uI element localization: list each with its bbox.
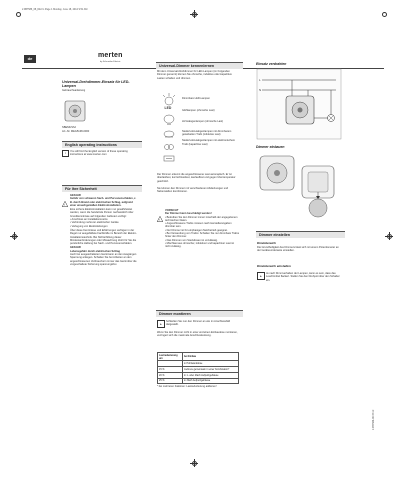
crop-mark-top-left xyxy=(16,12,21,17)
bullet-text: Bei Verwendung von Trafos: Schalten Sie nur dimmbare Trafos hinter den Dimmer. xyxy=(165,232,240,239)
incandescent-bulb-icon xyxy=(164,115,174,125)
dimmer-info-p2: Sie können den Dimmer mit verschiedenen Abdeckungen und Nebenstellen kombinieren. xyxy=(157,187,229,194)
caution-title: VORSICHT xyxy=(165,209,179,212)
product-article: Art.-Nr. MEG5138-0000 xyxy=(62,130,90,133)
svg-text:L: L xyxy=(259,78,261,82)
bullet-text: Angeschlossene Trafos müssen nach Herstellerangaben dimmbar sein. xyxy=(165,222,232,229)
safety-paragraph-2: Über diese Kenntnisse und Erfahrungen verfügen in der Regel nur ausgebildete Fachkräfte im Bereich der Elektro-Installationstechnik. Bei Nichterfüllung dieser Mindestanforderungen oder Missachtung droht für Sie die persönliche Haftung bei Sach- und Personenschäden. xyxy=(70,228,137,246)
svg-text:N: N xyxy=(259,88,262,92)
dimmer-info-p1: Der Dimmer erkennt die angeschlossene Last automatisch. Er ist überlastfest, kurzschlussfest, leerlauffest und gegen Übertemperatur geschützt. xyxy=(157,173,236,183)
danger1-text: Gefahr von schweren Sach- und Personenschäden, z. B. durch Brand oder elektrischen Schlag, aufgrund einer unsachgemäßen Elektroinstallation. xyxy=(70,197,137,207)
mounting-step2: Wenn Sie den Dimmer nicht in einer einzelnen Einbaudose montieren, verringert sich die maximale Anschlussleistung. xyxy=(157,331,238,338)
table-cell: in 1- oder 2fach Aufputzgehäuse xyxy=(183,372,239,378)
safety-bullet: • Anschluss an Installationsnetze xyxy=(70,218,108,222)
wiring-diagram xyxy=(256,68,342,140)
bullet-text: Anschluss an Installationsnetze xyxy=(71,218,108,222)
bullet-text: Verlegung von Elektroleitungen xyxy=(71,224,108,228)
mounting-step1: Schließen Sie nun den Dimmer an wie im Anschlussbild dargestellt. xyxy=(166,320,231,327)
settings-heading: Dimmer einstellen xyxy=(256,231,345,238)
wiring-title: Einsatz verdrahten xyxy=(256,62,287,66)
caution-block xyxy=(165,209,239,249)
load-item: HV-Halogenlampen (ohmsche Last) xyxy=(182,119,224,123)
bullet-text: Das Dimmen von Steckdosen ist unzulässig. xyxy=(166,238,218,242)
danger2-title: GEFAHR xyxy=(70,246,81,250)
bullet-text: Mischlast aus ohmscher, induktiver und kapazitiver Last ist nicht zulässig. xyxy=(165,241,234,249)
caution-bullet: • Betreiben Sie den Dimmer immer innerhalb der angegebenen technischen Daten. xyxy=(165,215,238,222)
caution-bullet: • Angeschlossene Trafos müssen nach Herstellerangaben dimmbar sein. xyxy=(165,222,232,229)
registration-mark-bottom xyxy=(190,459,198,467)
step-icon: ▸ xyxy=(257,272,265,280)
halogen-lamp-icon xyxy=(164,131,174,137)
english-text: You will find the English version of these operating instructions at www.merten.com xyxy=(70,150,128,157)
table-cell: in Hohlwanddose xyxy=(183,361,239,367)
table-cell: mehrere gemeinsam in einer Kombination* xyxy=(183,366,239,372)
dimmer-insert-image xyxy=(64,100,86,122)
safety-paragraph-3: Auch bei ausgeschaltetem Gerät kann an den Ausgängen Spannung anliegen. Schalten Sie bei Arbeiten an den angeschlossenen Verbrauchern immer das Gerät über die vorgeschaltete Sicherung spannungsfrei. xyxy=(70,253,137,266)
danger2-text: Lebensgefahr durch elektrischen Schlag xyxy=(70,249,121,253)
caution-icon xyxy=(157,209,163,222)
safety-bullet: • Verbindung mehrerer elektrischer Geräte xyxy=(70,221,119,225)
load-item: Glühlampen (ohmsche Last) xyxy=(182,109,215,113)
caution-bullet: • Das Dimmen von Steckdosen ist unzulässig. xyxy=(165,238,218,242)
load-item: Dimmbare LED-Lampen xyxy=(182,97,210,100)
table-cell: in 3fach Aufputzgehäuse xyxy=(183,378,239,384)
safety-body xyxy=(70,194,138,266)
product-block xyxy=(62,80,138,92)
lamp-icons xyxy=(160,92,178,172)
load-item: Niedervolt-Halogenlampen mit dimmbarem gewickelten Trafo (induktive Last) xyxy=(182,129,232,137)
caution-text: Der Dimmer kann beschädigt werden! xyxy=(165,212,212,216)
mounting-illustration xyxy=(256,152,342,222)
svg-text:!: ! xyxy=(159,218,161,222)
settings-sub1-text: Die Grundhelligkeit des Dimmers lässt sich mit einem Potentiometer an der Gerätevorderseite einstellen. xyxy=(257,246,339,253)
brand-sub: by Schneider Electric xyxy=(100,61,121,63)
table-note: * bei mehreren Faktoren: Lastreduzierung addieren! xyxy=(157,385,217,389)
registration-mark-left xyxy=(10,232,18,240)
svg-text:LED: LED xyxy=(164,106,172,110)
settings-sub1: Dimmbereich xyxy=(257,241,277,245)
footer-code: 2.9B7586-08 07/12 xyxy=(372,409,375,430)
safety-bullet: • Verlegung von Elektroleitungen xyxy=(70,224,108,228)
product-color: SBEMUSSJ xyxy=(62,126,76,129)
mounting-heading: Dimmer montieren xyxy=(156,310,243,317)
settings-sub2: Dimmbereich einstellen xyxy=(257,264,291,268)
caution-bullet: • Der Dimmer ist für einphasigen Netzbetrieb geeignet. xyxy=(165,228,228,232)
mounting-illustration-title: Dimmer einbauen xyxy=(256,145,285,149)
language-badge: de xyxy=(24,55,36,63)
step-icon: ▸ xyxy=(157,320,165,328)
caution-bullet: • Bei Verwendung von Trafos: Schalten Sie nur dimmbare Trafos hinter den Dimmer. xyxy=(165,232,240,239)
load-item: Niedervolt-Halogenlampen mit elektronischem Trafo (kapazitive Last) xyxy=(182,139,236,146)
registration-mark-right xyxy=(385,232,393,240)
led-lamp-icon xyxy=(163,93,175,110)
dimmer-info-intro: Mit dem Universal-Drehdimmer für LED-Lampen (im Folgenden Dimmer genannt) können Sie ohmsche, induktive oder kapazitive Lasten schalten und dimmen. xyxy=(157,70,232,80)
table-header-row xyxy=(158,353,239,361)
table-row xyxy=(158,378,239,384)
product-subtitle: Gebrauchsanleitung xyxy=(62,88,86,92)
bullet-text: Der Dimmer ist für einphasigen Netzbetrieb geeignet. xyxy=(166,228,228,232)
settings-step-text: Je nach Dimmverhalten der Lampen, kann es sein, dass das Leuchtmittel flackert. Stellen Sie den Drehpoti über den Schalter ein. xyxy=(266,272,340,282)
transformer-icon xyxy=(165,145,174,150)
load-list xyxy=(182,97,238,146)
bullet-text: Betreiben Sie den Dimmer immer innerhalb der angegebenen technischen Daten. xyxy=(165,215,238,222)
table-header-cell: Lastreduzierung um xyxy=(158,353,183,361)
load-reduction-table xyxy=(157,352,239,389)
warning-icon xyxy=(62,194,68,207)
table-header-cell: bei Einbau xyxy=(183,353,239,361)
crop-mark-top-right xyxy=(382,12,387,17)
danger1-title: GEFAHR xyxy=(70,194,81,197)
file-header-line: 2.9B7586_08_DE.fm Page 1 Monday, June 18, 2012 9:51 AM xyxy=(22,8,88,11)
dimmer-info-heading: Universal-Dimmer kennenlernen xyxy=(156,62,243,69)
product-title: Universal-Drehdimmer-Einsatz für LED-Lampen xyxy=(62,80,130,89)
brand-logo: merten xyxy=(98,52,123,59)
table-cell: 20 % xyxy=(158,372,183,378)
safety-heading: Für Ihre Sicherheit xyxy=(62,185,142,192)
electronic-transformer-icon xyxy=(164,156,174,161)
registration-mark-top xyxy=(190,10,198,18)
svg-text:!: ! xyxy=(64,203,66,207)
info-icon: i xyxy=(62,150,69,157)
safety-paragraph-1: Eine sichere Elektroinstallation kann nur gewährleistet werden, wenn die handelnde Person nachweislich über Grundkenntnisse auf folgenden Gebieten verfügt: xyxy=(70,208,134,218)
table-cell: 15 % xyxy=(158,366,183,372)
bullet-text: Verbindung mehrerer elektrischer Geräte xyxy=(71,221,119,225)
table-cell: 25 % xyxy=(158,378,183,384)
caution-bullet: • Mischlast aus ohmscher, induktiver und kapazitiver Last ist nicht zulässig. xyxy=(165,241,234,249)
english-heading: English operating instructions xyxy=(62,141,142,148)
